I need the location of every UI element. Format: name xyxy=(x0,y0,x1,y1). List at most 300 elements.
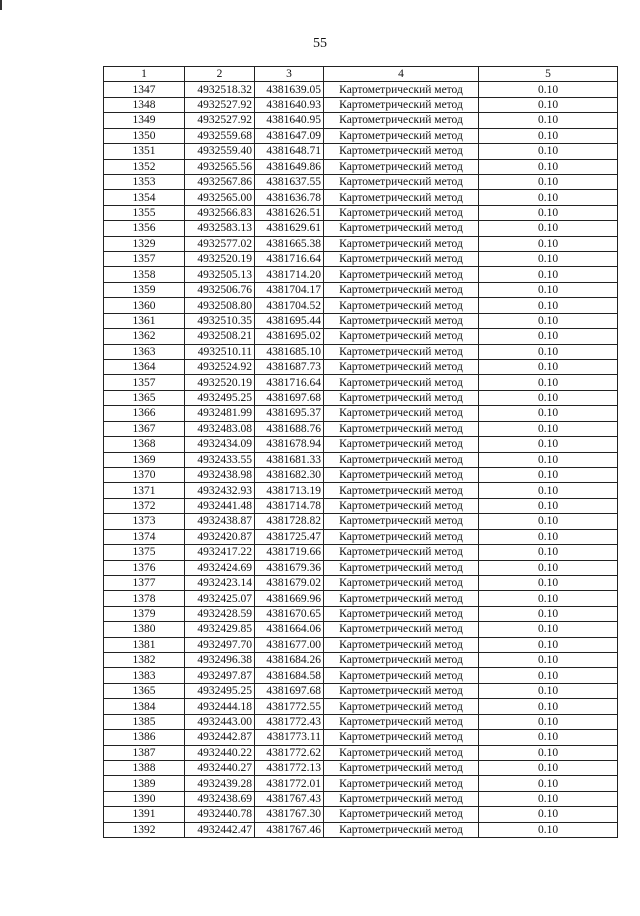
table-row xyxy=(104,236,618,251)
accuracy-cell: 0.10 xyxy=(479,128,618,143)
point-number-cell: 1388 xyxy=(104,760,185,775)
x-coordinate-cell: 4932441.48 xyxy=(185,498,255,513)
y-coordinate-cell: 4381629.61 xyxy=(255,221,324,236)
accuracy-cell: 0.10 xyxy=(479,313,618,328)
column-header-3: 3 xyxy=(255,67,324,82)
accuracy-cell: 0.10 xyxy=(479,498,618,513)
point-number-cell: 1355 xyxy=(104,205,185,220)
method-cell: Картометрический метод xyxy=(324,174,479,189)
accuracy-cell: 0.10 xyxy=(479,683,618,698)
x-coordinate-cell: 4932527.92 xyxy=(185,113,255,128)
table-row xyxy=(104,483,618,498)
accuracy-cell: 0.10 xyxy=(479,221,618,236)
method-cell: Картометрический метод xyxy=(324,653,479,668)
y-coordinate-cell: 4381773.11 xyxy=(255,730,324,745)
accuracy-cell: 0.10 xyxy=(479,529,618,544)
method-cell: Картометрический метод xyxy=(324,144,479,159)
table-row xyxy=(104,760,618,775)
table-row xyxy=(104,622,618,637)
method-cell: Картометрический метод xyxy=(324,483,479,498)
point-number-cell: 1370 xyxy=(104,467,185,482)
table-row xyxy=(104,282,618,297)
point-number-cell: 1351 xyxy=(104,144,185,159)
method-cell: Картометрический метод xyxy=(324,730,479,745)
accuracy-cell: 0.10 xyxy=(479,329,618,344)
table-row xyxy=(104,668,618,683)
point-number-cell: 1374 xyxy=(104,529,185,544)
point-number-cell: 1384 xyxy=(104,699,185,714)
table-header-row xyxy=(104,67,618,82)
point-number-cell: 1386 xyxy=(104,730,185,745)
accuracy-cell: 0.10 xyxy=(479,575,618,590)
accuracy-cell: 0.10 xyxy=(479,344,618,359)
point-number-cell: 1367 xyxy=(104,421,185,436)
x-coordinate-cell: 4932495.25 xyxy=(185,390,255,405)
y-coordinate-cell: 4381684.58 xyxy=(255,668,324,683)
table-row xyxy=(104,159,618,174)
x-coordinate-cell: 4932442.87 xyxy=(185,730,255,745)
accuracy-cell: 0.10 xyxy=(479,545,618,560)
point-number-cell: 1354 xyxy=(104,190,185,205)
accuracy-cell: 0.10 xyxy=(479,760,618,775)
accuracy-cell: 0.10 xyxy=(479,822,618,837)
method-cell: Картометрический метод xyxy=(324,760,479,775)
x-coordinate-cell: 4932577.02 xyxy=(185,236,255,251)
table-row xyxy=(104,591,618,606)
y-coordinate-cell: 4381679.02 xyxy=(255,575,324,590)
method-cell: Картометрический метод xyxy=(324,560,479,575)
y-coordinate-cell: 4381679.36 xyxy=(255,560,324,575)
point-number-cell: 1371 xyxy=(104,483,185,498)
x-coordinate-cell: 4932483.08 xyxy=(185,421,255,436)
y-coordinate-cell: 4381688.76 xyxy=(255,421,324,436)
x-coordinate-cell: 4932565.56 xyxy=(185,159,255,174)
table-row xyxy=(104,174,618,189)
method-cell: Картометрический метод xyxy=(324,421,479,436)
point-number-cell: 1357 xyxy=(104,252,185,267)
method-cell: Картометрический метод xyxy=(324,97,479,112)
y-coordinate-cell: 4381767.46 xyxy=(255,822,324,837)
table-row xyxy=(104,730,618,745)
y-coordinate-cell: 4381669.96 xyxy=(255,591,324,606)
y-coordinate-cell: 4381677.00 xyxy=(255,637,324,652)
table-row xyxy=(104,298,618,313)
method-cell: Картометрический метод xyxy=(324,390,479,405)
table-row xyxy=(104,421,618,436)
point-number-cell: 1329 xyxy=(104,236,185,251)
method-cell: Картометрический метод xyxy=(324,128,479,143)
y-coordinate-cell: 4381767.43 xyxy=(255,791,324,806)
point-number-cell: 1373 xyxy=(104,514,185,529)
table-row xyxy=(104,498,618,513)
y-coordinate-cell: 4381695.44 xyxy=(255,313,324,328)
point-number-cell: 1377 xyxy=(104,575,185,590)
table-row xyxy=(104,560,618,575)
method-cell: Картометрический метод xyxy=(324,529,479,544)
x-coordinate-cell: 4932433.55 xyxy=(185,452,255,467)
y-coordinate-cell: 4381772.13 xyxy=(255,760,324,775)
method-cell: Картометрический метод xyxy=(324,822,479,837)
x-coordinate-cell: 4932524.92 xyxy=(185,360,255,375)
x-coordinate-cell: 4932423.14 xyxy=(185,575,255,590)
accuracy-cell: 0.10 xyxy=(479,82,618,97)
point-number-cell: 1381 xyxy=(104,637,185,652)
method-cell: Картометрический метод xyxy=(324,683,479,698)
y-coordinate-cell: 4381716.64 xyxy=(255,375,324,390)
accuracy-cell: 0.10 xyxy=(479,406,618,421)
y-coordinate-cell: 4381728.82 xyxy=(255,514,324,529)
table-row xyxy=(104,360,618,375)
table-row xyxy=(104,807,618,822)
table-row xyxy=(104,82,618,97)
accuracy-cell: 0.10 xyxy=(479,591,618,606)
method-cell: Картометрический метод xyxy=(324,406,479,421)
method-cell: Картометрический метод xyxy=(324,498,479,513)
table-row xyxy=(104,344,618,359)
method-cell: Картометрический метод xyxy=(324,714,479,729)
method-cell: Картометрический метод xyxy=(324,205,479,220)
x-coordinate-cell: 4932559.68 xyxy=(185,128,255,143)
method-cell: Картометрический метод xyxy=(324,221,479,236)
point-number-cell: 1359 xyxy=(104,282,185,297)
x-coordinate-cell: 4932506.76 xyxy=(185,282,255,297)
x-coordinate-cell: 4932520.19 xyxy=(185,375,255,390)
accuracy-cell: 0.10 xyxy=(479,791,618,806)
table-row xyxy=(104,267,618,282)
y-coordinate-cell: 4381697.68 xyxy=(255,683,324,698)
table-row xyxy=(104,545,618,560)
x-coordinate-cell: 4932496.38 xyxy=(185,653,255,668)
table-row xyxy=(104,375,618,390)
table-row xyxy=(104,822,618,837)
y-coordinate-cell: 4381640.93 xyxy=(255,97,324,112)
y-coordinate-cell: 4381714.20 xyxy=(255,267,324,282)
x-coordinate-cell: 4932510.35 xyxy=(185,313,255,328)
point-number-cell: 1362 xyxy=(104,329,185,344)
point-number-cell: 1383 xyxy=(104,668,185,683)
point-number-cell: 1347 xyxy=(104,82,185,97)
y-coordinate-cell: 4381685.10 xyxy=(255,344,324,359)
accuracy-cell: 0.10 xyxy=(479,483,618,498)
y-coordinate-cell: 4381714.78 xyxy=(255,498,324,513)
y-coordinate-cell: 4381704.17 xyxy=(255,282,324,297)
x-coordinate-cell: 4932505.13 xyxy=(185,267,255,282)
point-number-cell: 1378 xyxy=(104,591,185,606)
y-coordinate-cell: 4381649.86 xyxy=(255,159,324,174)
y-coordinate-cell: 4381725.47 xyxy=(255,529,324,544)
accuracy-cell: 0.10 xyxy=(479,144,618,159)
accuracy-cell: 0.10 xyxy=(479,282,618,297)
y-coordinate-cell: 4381682.30 xyxy=(255,467,324,482)
accuracy-cell: 0.10 xyxy=(479,622,618,637)
x-coordinate-cell: 4932434.09 xyxy=(185,437,255,452)
accuracy-cell: 0.10 xyxy=(479,298,618,313)
point-number-cell: 1372 xyxy=(104,498,185,513)
y-coordinate-cell: 4381670.65 xyxy=(255,606,324,621)
table-row xyxy=(104,252,618,267)
x-coordinate-cell: 4932567.86 xyxy=(185,174,255,189)
y-coordinate-cell: 4381626.51 xyxy=(255,205,324,220)
method-cell: Картометрический метод xyxy=(324,575,479,590)
y-coordinate-cell: 4381687.73 xyxy=(255,360,324,375)
x-coordinate-cell: 4932424.69 xyxy=(185,560,255,575)
x-coordinate-cell: 4932420.87 xyxy=(185,529,255,544)
method-cell: Картометрический метод xyxy=(324,699,479,714)
y-coordinate-cell: 4381636.78 xyxy=(255,190,324,205)
table-row xyxy=(104,97,618,112)
x-coordinate-cell: 4932438.87 xyxy=(185,514,255,529)
method-cell: Картометрический метод xyxy=(324,267,479,282)
method-cell: Картометрический метод xyxy=(324,437,479,452)
method-cell: Картометрический метод xyxy=(324,606,479,621)
x-coordinate-cell: 4932565.00 xyxy=(185,190,255,205)
point-number-cell: 1375 xyxy=(104,545,185,560)
point-number-cell: 1363 xyxy=(104,344,185,359)
table-row xyxy=(104,406,618,421)
point-number-cell: 1358 xyxy=(104,267,185,282)
table-row xyxy=(104,452,618,467)
point-number-cell: 1350 xyxy=(104,128,185,143)
accuracy-cell: 0.10 xyxy=(479,375,618,390)
x-coordinate-cell: 4932438.98 xyxy=(185,467,255,482)
y-coordinate-cell: 4381716.64 xyxy=(255,252,324,267)
method-cell: Картометрический метод xyxy=(324,591,479,606)
accuracy-cell: 0.10 xyxy=(479,190,618,205)
method-cell: Картометрический метод xyxy=(324,360,479,375)
x-coordinate-cell: 4932440.78 xyxy=(185,807,255,822)
point-number-cell: 1391 xyxy=(104,807,185,822)
x-coordinate-cell: 4932508.80 xyxy=(185,298,255,313)
method-cell: Картометрический метод xyxy=(324,467,479,482)
method-cell: Картометрический метод xyxy=(324,329,479,344)
x-coordinate-cell: 4932481.99 xyxy=(185,406,255,421)
x-coordinate-cell: 4932510.11 xyxy=(185,344,255,359)
coordinates-table xyxy=(103,66,618,838)
point-number-cell: 1376 xyxy=(104,560,185,575)
table-body xyxy=(104,82,618,838)
method-cell: Картометрический метод xyxy=(324,452,479,467)
y-coordinate-cell: 4381772.55 xyxy=(255,699,324,714)
y-coordinate-cell: 4381639.05 xyxy=(255,82,324,97)
table-row xyxy=(104,221,618,236)
method-cell: Картометрический метод xyxy=(324,745,479,760)
method-cell: Картометрический метод xyxy=(324,82,479,97)
x-coordinate-cell: 4932508.21 xyxy=(185,329,255,344)
accuracy-cell: 0.10 xyxy=(479,699,618,714)
table-row xyxy=(104,575,618,590)
accuracy-cell: 0.10 xyxy=(479,174,618,189)
table-row xyxy=(104,437,618,452)
y-coordinate-cell: 4381772.43 xyxy=(255,714,324,729)
method-cell: Картометрический метод xyxy=(324,113,479,128)
column-header-2: 2 xyxy=(185,67,255,82)
method-cell: Картометрический метод xyxy=(324,622,479,637)
method-cell: Картометрический метод xyxy=(324,776,479,791)
y-coordinate-cell: 4381767.30 xyxy=(255,807,324,822)
y-coordinate-cell: 4381772.01 xyxy=(255,776,324,791)
y-coordinate-cell: 4381665.38 xyxy=(255,236,324,251)
accuracy-cell: 0.10 xyxy=(479,467,618,482)
point-number-cell: 1368 xyxy=(104,437,185,452)
x-coordinate-cell: 4932439.28 xyxy=(185,776,255,791)
table-row xyxy=(104,205,618,220)
x-coordinate-cell: 4932442.47 xyxy=(185,822,255,837)
point-number-cell: 1361 xyxy=(104,313,185,328)
point-number-cell: 1379 xyxy=(104,606,185,621)
table-row xyxy=(104,329,618,344)
accuracy-cell: 0.10 xyxy=(479,560,618,575)
x-coordinate-cell: 4932428.59 xyxy=(185,606,255,621)
table-row xyxy=(104,606,618,621)
y-coordinate-cell: 4381704.52 xyxy=(255,298,324,313)
x-coordinate-cell: 4932497.87 xyxy=(185,668,255,683)
accuracy-cell: 0.10 xyxy=(479,452,618,467)
point-number-cell: 1357 xyxy=(104,375,185,390)
x-coordinate-cell: 4932417.22 xyxy=(185,545,255,560)
column-header-5: 5 xyxy=(479,67,618,82)
x-coordinate-cell: 4932520.19 xyxy=(185,252,255,267)
table-row xyxy=(104,514,618,529)
table-row xyxy=(104,113,618,128)
x-coordinate-cell: 4932583.13 xyxy=(185,221,255,236)
accuracy-cell: 0.10 xyxy=(479,714,618,729)
table-row xyxy=(104,637,618,652)
x-coordinate-cell: 4932444.18 xyxy=(185,699,255,714)
table-row xyxy=(104,791,618,806)
y-coordinate-cell: 4381719.66 xyxy=(255,545,324,560)
x-coordinate-cell: 4932518.32 xyxy=(185,82,255,97)
accuracy-cell: 0.10 xyxy=(479,267,618,282)
point-number-cell: 1348 xyxy=(104,97,185,112)
method-cell: Картометрический метод xyxy=(324,637,479,652)
point-number-cell: 1382 xyxy=(104,653,185,668)
x-coordinate-cell: 4932559.40 xyxy=(185,144,255,159)
accuracy-cell: 0.10 xyxy=(479,730,618,745)
method-cell: Картометрический метод xyxy=(324,159,479,174)
y-coordinate-cell: 4381697.68 xyxy=(255,390,324,405)
accuracy-cell: 0.10 xyxy=(479,745,618,760)
y-coordinate-cell: 4381678.94 xyxy=(255,437,324,452)
method-cell: Картометрический метод xyxy=(324,282,479,297)
method-cell: Картометрический метод xyxy=(324,344,479,359)
method-cell: Картометрический метод xyxy=(324,298,479,313)
table-row xyxy=(104,190,618,205)
point-number-cell: 1392 xyxy=(104,822,185,837)
x-coordinate-cell: 4932527.92 xyxy=(185,97,255,112)
x-coordinate-cell: 4932425.07 xyxy=(185,591,255,606)
point-number-cell: 1366 xyxy=(104,406,185,421)
x-coordinate-cell: 4932497.70 xyxy=(185,637,255,652)
table-header xyxy=(104,67,618,82)
y-coordinate-cell: 4381664.06 xyxy=(255,622,324,637)
x-coordinate-cell: 4932495.25 xyxy=(185,683,255,698)
point-number-cell: 1387 xyxy=(104,745,185,760)
point-number-cell: 1390 xyxy=(104,791,185,806)
x-coordinate-cell: 4932566.83 xyxy=(185,205,255,220)
accuracy-cell: 0.10 xyxy=(479,159,618,174)
x-coordinate-cell: 4932432.93 xyxy=(185,483,255,498)
y-coordinate-cell: 4381637.55 xyxy=(255,174,324,189)
y-coordinate-cell: 4381640.95 xyxy=(255,113,324,128)
table-row xyxy=(104,776,618,791)
accuracy-cell: 0.10 xyxy=(479,807,618,822)
y-coordinate-cell: 4381681.33 xyxy=(255,452,324,467)
point-number-cell: 1349 xyxy=(104,113,185,128)
table-row xyxy=(104,390,618,405)
accuracy-cell: 0.10 xyxy=(479,776,618,791)
x-coordinate-cell: 4932440.27 xyxy=(185,760,255,775)
accuracy-cell: 0.10 xyxy=(479,113,618,128)
y-coordinate-cell: 4381695.37 xyxy=(255,406,324,421)
y-coordinate-cell: 4381684.26 xyxy=(255,653,324,668)
method-cell: Картометрический метод xyxy=(324,190,479,205)
point-number-cell: 1365 xyxy=(104,683,185,698)
method-cell: Картометрический метод xyxy=(324,375,479,390)
table-row xyxy=(104,653,618,668)
method-cell: Картометрический метод xyxy=(324,252,479,267)
accuracy-cell: 0.10 xyxy=(479,360,618,375)
method-cell: Картометрический метод xyxy=(324,807,479,822)
table-row xyxy=(104,467,618,482)
point-number-cell: 1389 xyxy=(104,776,185,791)
table-row xyxy=(104,699,618,714)
column-header-4: 4 xyxy=(324,67,479,82)
column-header-1: 1 xyxy=(104,67,185,82)
method-cell: Картометрический метод xyxy=(324,668,479,683)
accuracy-cell: 0.10 xyxy=(479,668,618,683)
accuracy-cell: 0.10 xyxy=(479,236,618,251)
method-cell: Картометрический метод xyxy=(324,236,479,251)
table-row xyxy=(104,745,618,760)
y-coordinate-cell: 4381713.19 xyxy=(255,483,324,498)
method-cell: Картометрический метод xyxy=(324,791,479,806)
table-row xyxy=(104,529,618,544)
accuracy-cell: 0.10 xyxy=(479,390,618,405)
point-number-cell: 1352 xyxy=(104,159,185,174)
table-row xyxy=(104,144,618,159)
x-coordinate-cell: 4932443.00 xyxy=(185,714,255,729)
accuracy-cell: 0.10 xyxy=(479,637,618,652)
accuracy-cell: 0.10 xyxy=(479,421,618,436)
x-coordinate-cell: 4932440.22 xyxy=(185,745,255,760)
point-number-cell: 1385 xyxy=(104,714,185,729)
point-number-cell: 1364 xyxy=(104,360,185,375)
accuracy-cell: 0.10 xyxy=(479,205,618,220)
scan-corner-mark xyxy=(0,0,2,10)
y-coordinate-cell: 4381772.62 xyxy=(255,745,324,760)
y-coordinate-cell: 4381647.09 xyxy=(255,128,324,143)
method-cell: Картометрический метод xyxy=(324,545,479,560)
page-number: 55 xyxy=(313,36,327,51)
point-number-cell: 1369 xyxy=(104,452,185,467)
method-cell: Картометрический метод xyxy=(324,514,479,529)
accuracy-cell: 0.10 xyxy=(479,252,618,267)
table-row xyxy=(104,683,618,698)
point-number-cell: 1365 xyxy=(104,390,185,405)
point-number-cell: 1353 xyxy=(104,174,185,189)
x-coordinate-cell: 4932438.69 xyxy=(185,791,255,806)
y-coordinate-cell: 4381648.71 xyxy=(255,144,324,159)
point-number-cell: 1360 xyxy=(104,298,185,313)
point-number-cell: 1356 xyxy=(104,221,185,236)
point-number-cell: 1380 xyxy=(104,622,185,637)
accuracy-cell: 0.10 xyxy=(479,606,618,621)
table-row xyxy=(104,313,618,328)
x-coordinate-cell: 4932429.85 xyxy=(185,622,255,637)
accuracy-cell: 0.10 xyxy=(479,437,618,452)
accuracy-cell: 0.10 xyxy=(479,514,618,529)
y-coordinate-cell: 4381695.02 xyxy=(255,329,324,344)
